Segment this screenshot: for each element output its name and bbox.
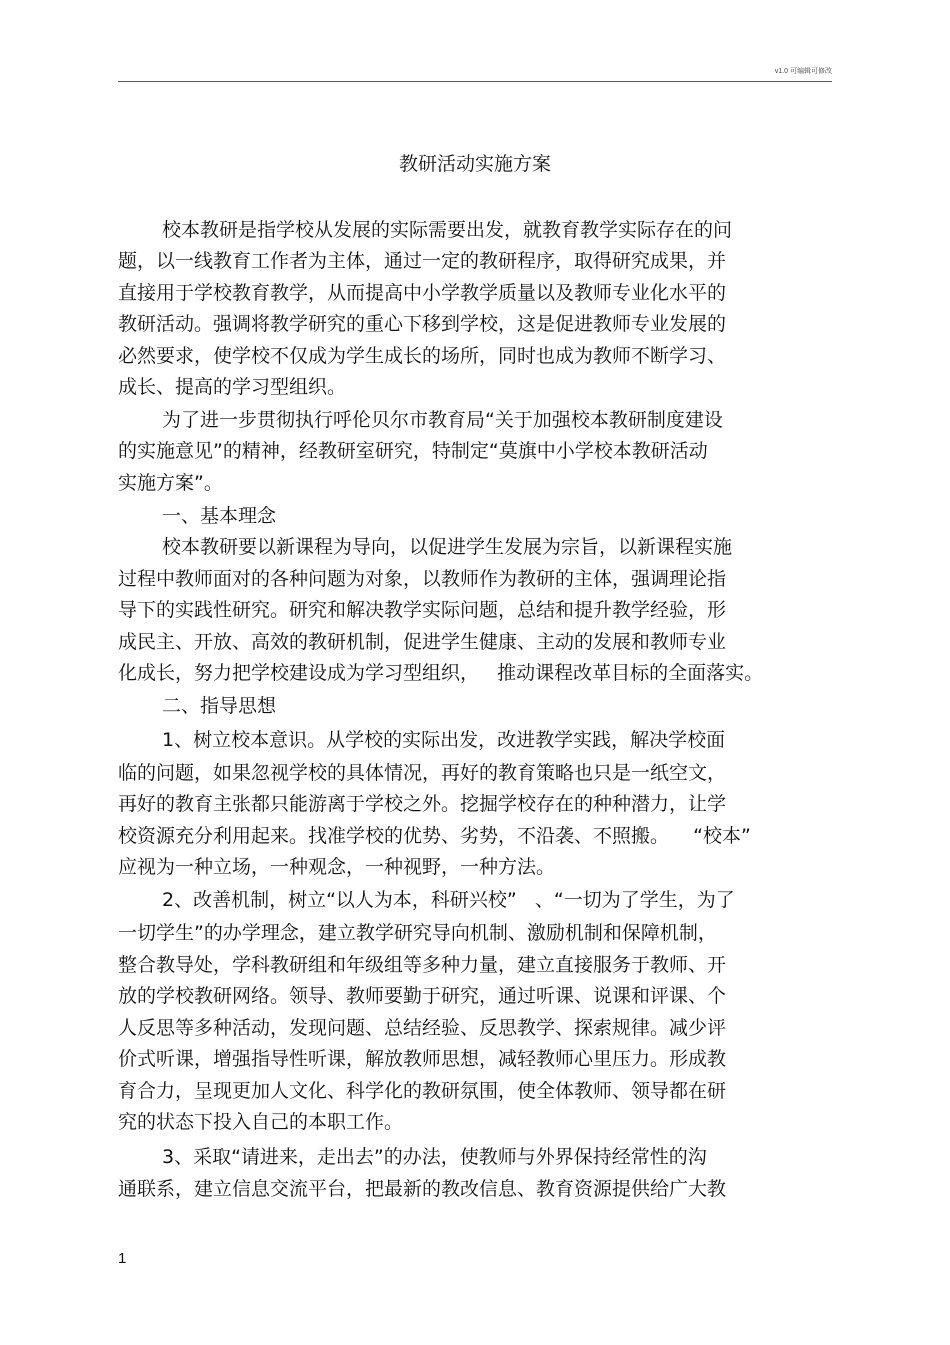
body-line: 通联系，建立信息交流平台，把最新的教改信息、教育资源提供给广大教 — [118, 1178, 727, 1200]
section-heading: 二、指导思想 — [162, 695, 277, 717]
body-line: 直接用于学校教育教学，从而提高中小学教学质量以及教师专业化水平的 — [118, 282, 727, 304]
page-number: 1 — [118, 1250, 127, 1267]
body-line: 3、采取“请进来，走出去”的办法，使教师与外界保持经常性的沟 — [162, 1146, 707, 1168]
body-line: 2、改善机制，树立“以人为本，科研兴校” 、“一切为了学生，为了 — [162, 889, 735, 911]
body-line: 实施方案”。 — [118, 472, 223, 494]
header-version-label: v1.0 可编辑可修改 — [774, 68, 832, 75]
body-line: 校本教研是指学校从发展的实际需要出发，就教育教学实际存在的问 — [162, 219, 733, 241]
document-title: 教研活动实施方案 — [398, 153, 551, 175]
body-line: 应视为一种立场，一种观念，一种视野，一种方法。 — [118, 856, 556, 878]
body-line: 究的状态下投入自己的本职工作。 — [118, 1111, 404, 1133]
body-line: 校本教研要以新课程为导向，以促进学生发展为宗旨，以新课程实施 — [162, 536, 733, 558]
body-line: 价式听课，增强指导性听课，解放教师思想，减轻教师心里压力。形成教 — [118, 1048, 727, 1070]
body-line: 化成长，努力把学校建设成为学习型组织， 推动课程改革目标的全面落实。 — [118, 662, 764, 684]
body-line: 题，以一线教育工作者为主体，通过一定的教研程序，取得研究成果，并 — [118, 250, 727, 272]
body-line: 1、树立校本意识。从学校的实际出发，改进教学实践，解决学校面 — [162, 729, 726, 751]
body-line: 放的学校教研网络。领导、教师要勤于研究，通过听课、说课和评课、个 — [118, 985, 727, 1007]
body-line: 的实施意见”的精神，经教研室研究，特制定“莫旗中小学校本教研活动 — [118, 440, 708, 462]
body-line: 校资源充分利用起来。找准学校的优势、劣势，不沿袭、不照搬。 “校本” — [118, 825, 751, 847]
body-line: 育合力，呈现更加人文化、科学化的教研氛围，使全体教师、领导都在研 — [118, 1080, 727, 1102]
body-line: 一切学生”的办学理念，建立教学研究导向机制、激励机制和保障机制， — [118, 922, 717, 944]
body-line: 过程中教师面对的各种问题为对象，以教师作为教研的主体，强调理论指 — [118, 568, 727, 590]
section-heading: 一、基本理念 — [162, 505, 277, 527]
body-line: 为了进一步贯彻执行呼伦贝尔市教育局“关于加强校本教研制度建设 — [162, 409, 723, 431]
body-line: 再好的教育主张都只能游离于学校之外。挖掘学校存在的种种潜力，让学 — [118, 793, 727, 815]
body-line: 成民主、开放、高效的教研机制，促进学生健康、主动的发展和教师专业 — [118, 631, 727, 653]
body-line: 必然要求，使学校不仅成为学生成长的场所，同时也成为教师不断学习、 — [118, 345, 727, 367]
header-rule — [118, 81, 832, 82]
body-line: 临的问题，如果忽视学校的具体情况，再好的教育策略也只是一纸空文， — [118, 762, 727, 784]
body-line: 成长、提高的学习型组织。 — [118, 376, 347, 398]
body-line: 人反思等多种活动，发现问题、总结经验、反思教学、探索规律。减少评 — [118, 1017, 727, 1039]
body-line: 导下的实践性研究。研究和解决教学实际问题，总结和提升教学经验，形 — [118, 599, 727, 621]
body-line: 教研活动。强调将教学研究的重心下移到学校，这是促进教师专业发展的 — [118, 313, 727, 335]
body-line: 整合教导处，学科教研组和年级组等多种力量，建立直接服务于教师、开 — [118, 954, 727, 976]
